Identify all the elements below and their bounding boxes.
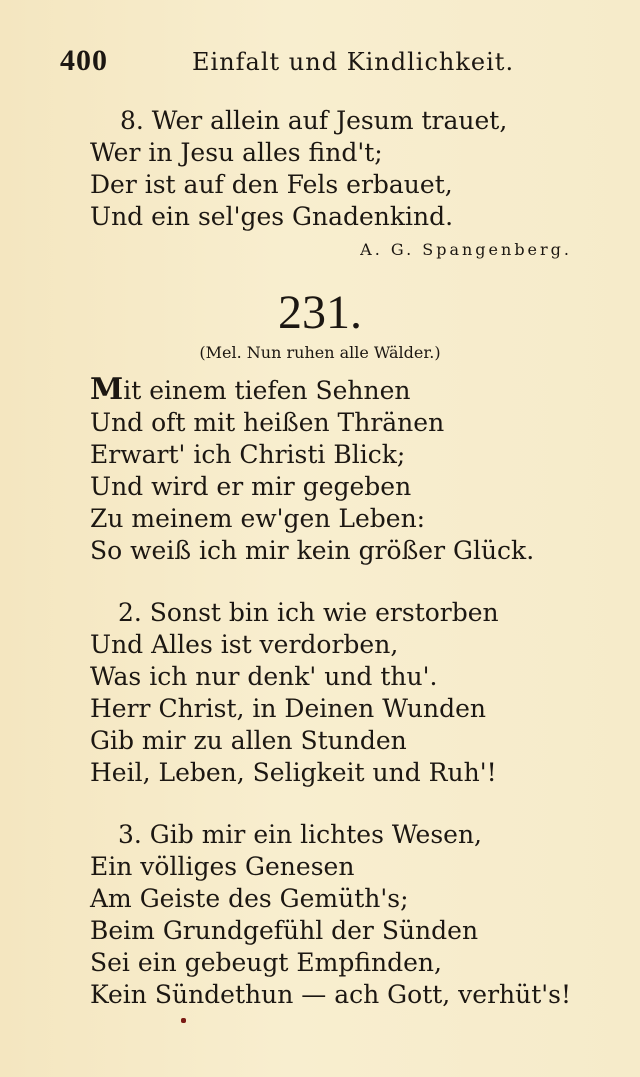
verse-line: Kein Sündethun — ach Gott, verhüt's! [90, 980, 572, 1009]
author-attribution: A. G. Spangenberg. [360, 240, 572, 259]
verse-line: Zu meinem ew'gen Leben: [90, 504, 426, 533]
verse-line: Herr Christ, in Deinen Wunden [90, 694, 486, 723]
verse-line: 3. Gib mir ein lichtes Wesen, [118, 820, 482, 849]
verse-line: 2. Sonst bin ich wie erstorben [118, 598, 499, 627]
verse-line: So weiß ich mir kein größer Glück. [90, 536, 535, 565]
verse-line: Und wird er mir gegeben [90, 472, 412, 501]
verse-line: 8. Wer allein auf Jesum trauet, [120, 106, 508, 135]
initial-letter: M [90, 372, 124, 407]
hymn-number: 231. [278, 286, 362, 339]
verse-line: Gib mir zu allen Stunden [90, 726, 407, 755]
verse-line: Und ein sel'ges Gnadenkind. [90, 202, 454, 231]
verse-line: Und Alles ist verdorben, [90, 630, 399, 659]
verse-line-first [90, 372, 411, 407]
page-header [60, 44, 580, 84]
verse-line: Beim Grundgefühl der Sünden [90, 916, 479, 945]
verse-line: Sei ein gebeugt Empfinden, [90, 948, 442, 977]
verse-line: Erwart' ich Christi Blick; [90, 440, 406, 469]
ink-speck [181, 1018, 186, 1023]
verse-line: Ein völliges Genesen [90, 852, 355, 881]
verse-line: Heil, Leben, Seligkeit und Ruh'! [90, 758, 497, 787]
verse-line-text: it einem tiefen Sehnen [123, 376, 411, 405]
verse-line: Und oft mit heißen Thränen [90, 408, 445, 437]
verse-line: Was ich nur denk' und thu'. [90, 662, 438, 691]
melody-indication: (Mel. Nun ruhen alle Wälder.) [199, 343, 441, 362]
running-head: Einfalt und Kindlichkeit. [192, 48, 515, 76]
verse-line: Am Geiste des Gemüth's; [90, 884, 409, 913]
verse-line: Der ist auf den Fels erbauet, [90, 170, 453, 199]
page-number: 400 [60, 44, 108, 77]
verse-line: Wer in Jesu alles find't; [90, 138, 383, 167]
